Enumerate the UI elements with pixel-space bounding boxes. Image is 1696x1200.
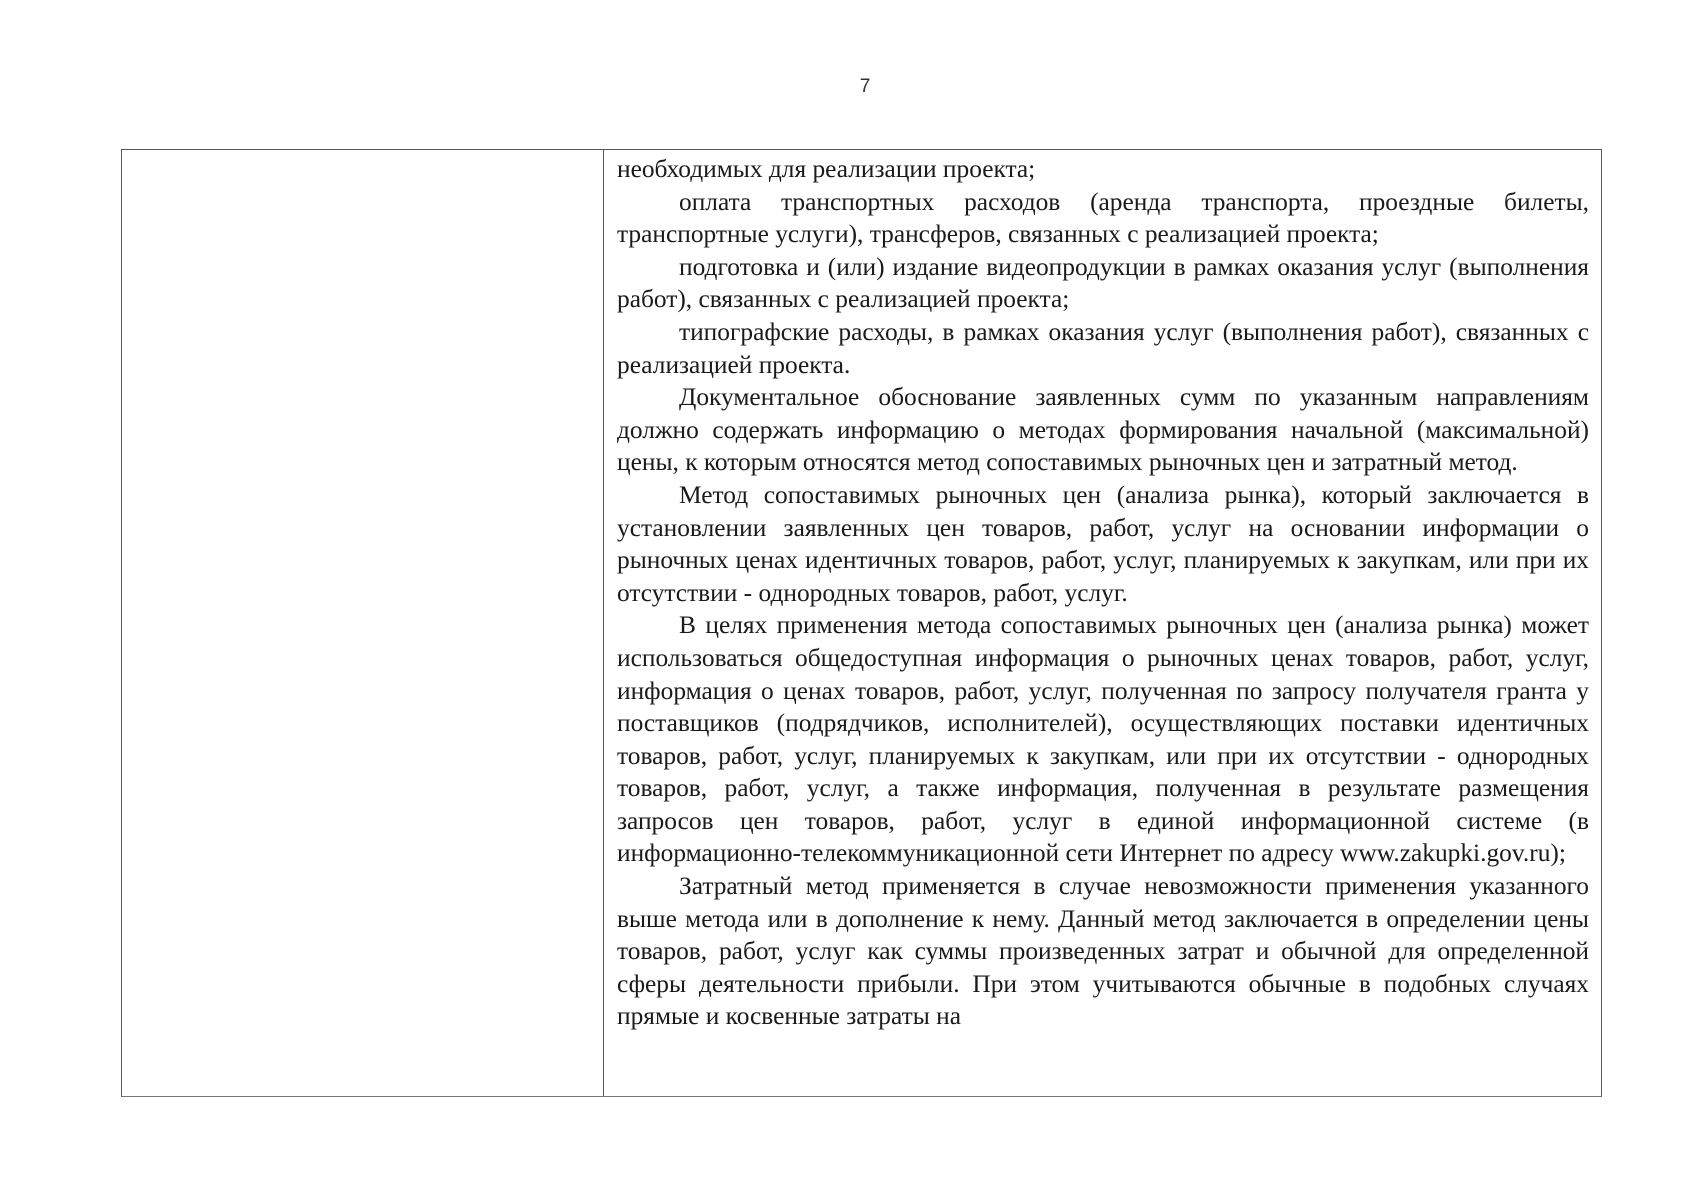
paragraph: Затратный метод применяется в случае невозможности применения указанного выше метода или в дополнение к нему. Данный метод заключается в определении цены товаров, работ, услуг как суммы произведенных затрат и обычной для определенной сферы деятельности прибыли. При этом учитываются обычные в подобных случаях прямые и косвенные затраты на bbox=[617, 872, 1589, 1031]
paragraph: типографские расходы, в рамках оказания услуг (выполнения работ), связанных с реализацией проекта. bbox=[617, 317, 1589, 379]
table-left-cell bbox=[122, 150, 604, 1096]
document-table bbox=[121, 149, 1602, 1097]
paragraph: Документальное обоснование заявленных сумм по указанным направлениям должно содержать информацию о методах формирования начальной (максимальной) цены, к которым относятся метод сопоставимых рыночных цен и затратный метод. bbox=[617, 383, 1589, 477]
table-right-cell bbox=[604, 150, 1601, 1096]
page-number: 7 bbox=[859, 76, 871, 97]
paragraph: необходимых для реализации проекта; bbox=[617, 155, 1036, 183]
paragraph: В целях применения метода сопоставимых рыночных цен (анализа рынка) может использоваться общедоступная информация о рыночных ценах товаров, работ, услуг, информация о ценах товаров, работ, услуг, полученная по запросу получателя гранта у поставщиков (подрядчиков, исполнителей), осуществляющих поставки идентичных товаров, работ, услуг, планируемых к закупкам, или при их отсутствии - однородных товаров, работ, услуг, а также информация, полученная в результате размещения запросов цен товаров, работ, услуг в единой информационной системе (в информационно-телекоммуникационной сети Интернет по адресу www.zakupki.gov.ru); bbox=[617, 611, 1589, 868]
paragraph: Метод сопоставимых рыночных цен (анализа рынка), который заключается в установлении заявленных цен товаров, работ, услуг на основании информации о рыночных ценах идентичных товаров, работ, услуг, планируемых к закупкам, или при их отсутствии - однородных товаров, работ, услуг. bbox=[617, 480, 1589, 607]
paragraph: оплата транспортных расходов (аренда транспорта, проездные билеты, транспортные услуги), трансферов, связанных с реализацией проекта; bbox=[617, 187, 1589, 249]
paragraph: подготовка и (или) издание видеопродукции в рамках оказания услуг (выполнения работ), связанных с реализацией проекта; bbox=[617, 252, 1589, 314]
